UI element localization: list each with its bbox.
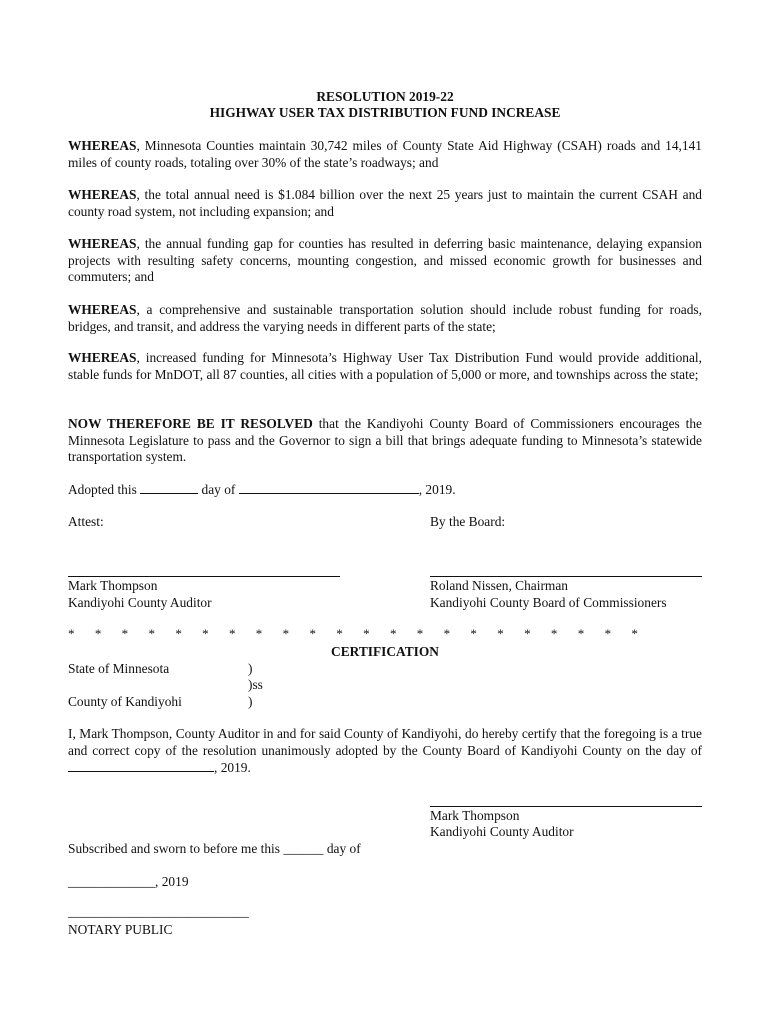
star: * [470, 626, 477, 641]
star: * [121, 626, 129, 641]
adopted-suffix: , 2019. [418, 482, 456, 497]
star: * [309, 626, 316, 641]
adopted-prefix: Adopted this [68, 482, 137, 497]
adopted-line [68, 481, 456, 498]
auditor-name: Mark Thompson [68, 578, 158, 593]
whereas-text: , increased funding for Minnesota’s Highway User Tax Distribution Fund would provide additional, stable funds for MnDOT, all 87 counties, all cities with a population of 5,000 or more, and townships across the state; [68, 350, 702, 382]
whereas-lead: WHEREAS [68, 350, 137, 365]
auditor-signature-line [68, 576, 340, 577]
star: * [282, 626, 290, 641]
star: * [577, 626, 585, 641]
whereas-paragraph-2 [68, 187, 702, 220]
whereas-paragraph-5 [68, 350, 702, 383]
notary-date-line: _____________, 2019 [68, 874, 189, 889]
star: * [524, 626, 531, 641]
star: * [148, 626, 155, 641]
star: * [94, 626, 102, 641]
adopted-day-blank [140, 481, 198, 494]
star: * [416, 626, 424, 641]
star: * [228, 626, 236, 641]
resolved-paragraph [68, 416, 702, 466]
county-label: County of Kandiyohi [68, 694, 182, 709]
notary-subscribed-line: Subscribed and sworn to before me this ______ day of [68, 841, 361, 856]
chairman-title: Kandiyohi County Board of Commissioners [430, 595, 667, 610]
attest-label: Attest: [68, 514, 104, 529]
certification-date-blank [68, 759, 214, 772]
whereas-paragraph-3 [68, 236, 702, 286]
whereas-lead: WHEREAS [68, 138, 137, 153]
state-paren: ) [248, 661, 253, 676]
county-paren: ) [248, 694, 253, 709]
state-label: State of Minnesota [68, 661, 170, 676]
certifier-name: Mark Thompson [430, 808, 520, 823]
notary-signature-line: ___________________________ [68, 904, 249, 919]
star-divider [68, 626, 638, 642]
star: * [363, 626, 370, 641]
certification-body [68, 726, 702, 777]
whereas-paragraph-1 [68, 138, 702, 171]
whereas-lead: WHEREAS [68, 302, 137, 317]
star: * [68, 626, 75, 641]
certification-body-text: I, Mark Thompson, County Auditor in and for said County of Kandiyohi, do hereby certify that the foregoing is a true and correct copy of the resolution unanimously adopted by the County Board of Kandiyohi County on the day of [68, 726, 702, 758]
ss-mark: )ss [248, 677, 263, 692]
adopted-month-blank [239, 481, 419, 494]
certification-body-suffix: , 2019. [214, 760, 251, 775]
star: * [175, 626, 182, 641]
resolved-lead: NOW THEREFORE BE IT RESOLVED [68, 416, 313, 431]
star: * [631, 626, 638, 641]
star: * [604, 626, 612, 641]
whereas-lead: WHEREAS [68, 236, 137, 251]
whereas-text: , a comprehensive and sustainable transportation solution should include robust funding for roads, bridges, and transit, and address the varying needs in different parts of the state; [68, 302, 702, 334]
whereas-lead: WHEREAS [68, 187, 137, 202]
star: * [497, 626, 504, 641]
certification-heading: CERTIFICATION [331, 644, 439, 659]
auditor-title: Kandiyohi County Auditor [68, 595, 212, 610]
resolution-title: RESOLUTION 2019-22 [316, 89, 454, 104]
star: * [550, 626, 558, 641]
star: * [336, 626, 343, 641]
whereas-text: , Minnesota Counties maintain 30,742 miles of County State Aid Highway (CSAH) roads and 14,141 miles of county roads, totaling over 30% of the state’s roadways; and [68, 138, 702, 170]
chairman-name: Roland Nissen, Chairman [430, 578, 568, 593]
certifier-signature-line [430, 806, 702, 807]
whereas-text: , the annual funding gap for counties has resulted in deferring basic maintenance, delaying expansion projects with resulting safety concerns, mounting congestion, and missed economic growth for businesses and commuters; and [68, 236, 702, 284]
notary-public-label: NOTARY PUBLIC [68, 922, 173, 937]
resolution-subtitle: HIGHWAY USER TAX DISTRIBUTION FUND INCREASE [209, 105, 561, 120]
chairman-signature-line [430, 576, 702, 577]
certifier-title: Kandiyohi County Auditor [430, 824, 574, 839]
by-the-board-label: By the Board: [430, 514, 506, 529]
star: * [202, 626, 209, 641]
adopted-middle: day of [201, 482, 236, 497]
star: * [255, 626, 263, 641]
whereas-text: , the total annual need is $1.084 billion over the next 25 years just to maintain the current CSAH and county road system, not including expansion; and [68, 187, 702, 219]
whereas-paragraph-4 [68, 302, 702, 335]
resolved-text: that the Kandiyohi County Board of Commissioners encourages the Minnesota Legislature to pass and the Governor to sign a bill that brings adequate funding to Minnesota’s statewide transportation system. [68, 416, 702, 464]
star: * [443, 626, 451, 641]
star: * [389, 626, 397, 641]
